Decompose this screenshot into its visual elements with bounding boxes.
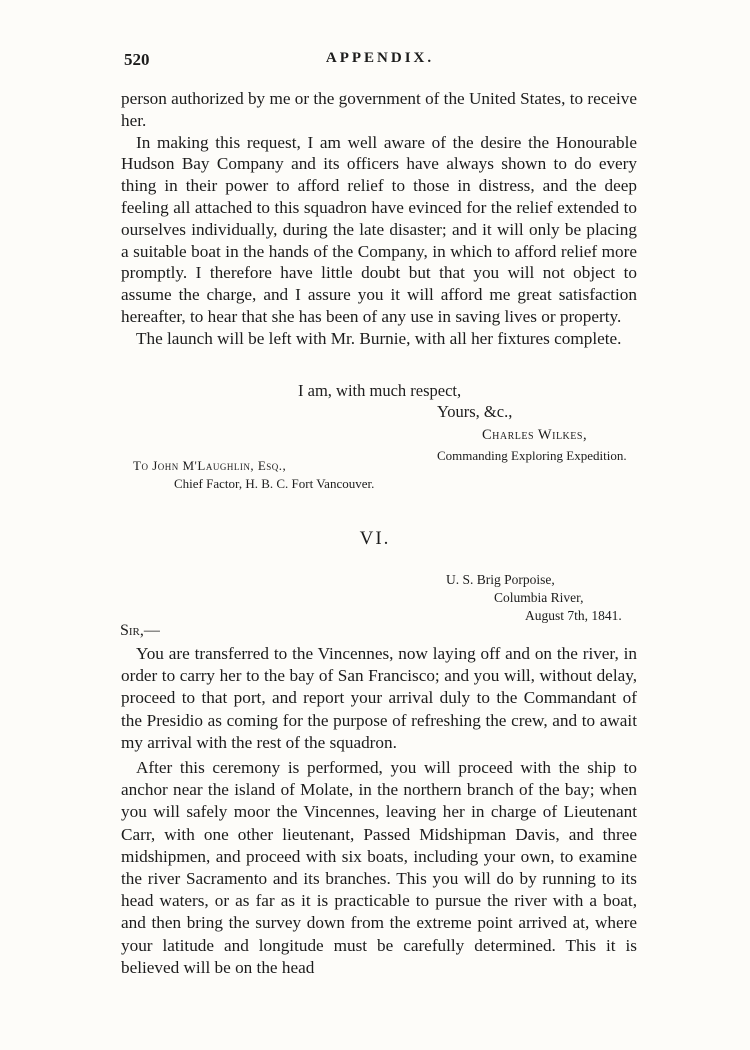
addressee xyxy=(133,456,286,476)
salutation: Sir,— xyxy=(120,622,160,639)
paragraph: In making this request, I am well aware of the desire the Honourable Hudson Bay Company and its officers have always shown to do every thing in their power to afford relief to those in distress, and the deep feeling all attached to this squadron have evinced for the relief extended to ourselves individually, during the late disaster; and it will only be placing a suitable boat in the hands of the Company, in which to afford relief more promptly. I therefore have little doubt but that you will not object to assume the charge, and I assure you it will afford me great satisfaction hereafter, to hear that she has been of any use in saving lives or property. xyxy=(121,132,637,326)
running-title: APPENDIX. xyxy=(325,50,435,66)
letter-two-body xyxy=(121,643,637,979)
closing-line: I am, with much respect, xyxy=(298,381,462,400)
paragraph: After this ceremony is performed, you will proceed with the ship to anchor near the island of Molate, in the northern branch of the bay; when you will safely moor the Vincennes, leaving her in charge of Lieutenant Carr, with one other lieutenant, Passed Midshipman Davis, and three midshipmen, and proceed with six boats, including your own, to examine the river Sacramento and its branches. This you will do by running to its head waters, or as far as it is practicable to pursue the river with a boat, and then bring the survey down from the extreme point arrived at, where your latitude and longitude must be carefully determined. This it is believed will be on the head xyxy=(121,758,637,977)
signature: Charles Wilkes, xyxy=(482,427,588,443)
dateline-place: Columbia River, xyxy=(494,590,584,605)
section-number: VI. xyxy=(359,528,391,549)
page-number: 520 xyxy=(124,50,150,69)
signature-title: Commanding Exploring Expedition. xyxy=(437,448,627,463)
yours-line: Yours, &c., xyxy=(437,402,513,421)
addressee-name: To John M'Laughlin, Esq., xyxy=(133,458,287,473)
dateline-date: August 7th, 1841. xyxy=(525,608,622,623)
dateline-ship: U. S. Brig Porpoise, xyxy=(446,572,555,587)
letter-one-body xyxy=(121,88,637,350)
paragraph: You are transferred to the Vincennes, now laying off and on the river, in order to carry her to the bay of San Francisco; and you will, without delay, proceed to that port, and report your arrival duly to the Commandant of the Presidio as coming for the purpose of refreshing the crew, and to await my arrival with the rest of the squadron. xyxy=(121,644,637,752)
addressee-title: Chief Factor, H. B. C. Fort Vancouver. xyxy=(174,476,375,491)
paragraph: The launch will be left with Mr. Burnie, with all her fixtures complete. xyxy=(136,328,622,348)
paragraph: person authorized by me or the government of the United States, to receive her. xyxy=(121,89,637,130)
page-header xyxy=(124,50,636,74)
